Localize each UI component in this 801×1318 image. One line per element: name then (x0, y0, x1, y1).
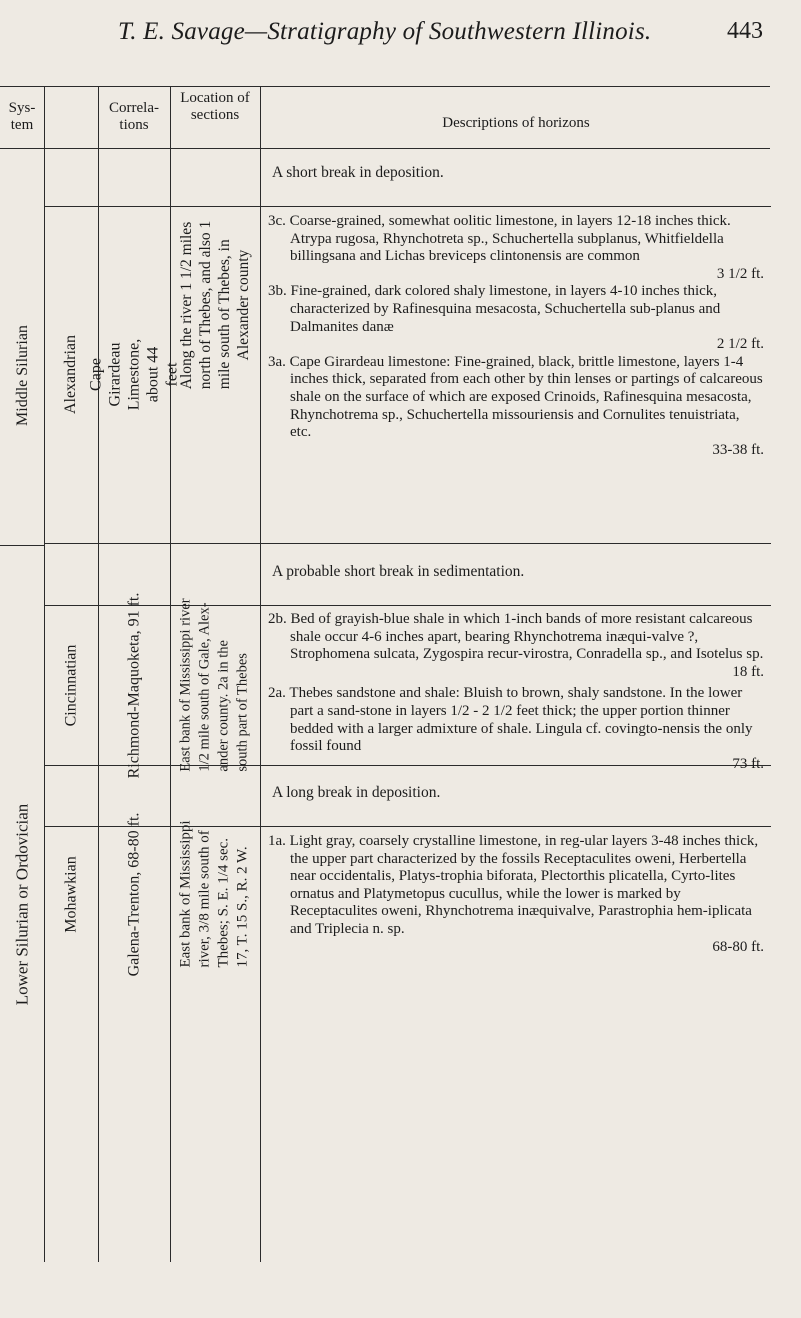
col-rule-4 (260, 86, 261, 1262)
thickness: 2 1/2 ft. (716, 336, 764, 353)
table-top-rule (0, 86, 770, 87)
page-number: 443 (727, 18, 763, 44)
thickness: 73 ft. (732, 755, 764, 772)
location-galena-trenton (170, 820, 260, 1262)
entry-3a: 3a. Cape Girardeau limestone: Fine-grained, black, brittle limestone, layers 1-4 inches thick, separated from each other by thin lenses or partings of calcareous shale on the surface of which are exposed Crinoids, Rafinesquina mesacosta, Rhynchotrema sp., Schuchertella missouriensis and Cornulites tenuistriata, etc. 33-38 ft. (268, 353, 764, 458)
thickness: 18 ft. (732, 663, 764, 680)
series-label: Mohawkian (62, 855, 80, 933)
break-top: A short break in deposition. (272, 164, 444, 181)
system-middle-silurian-label: Middle Silurian (13, 324, 31, 426)
thickness: 68-80 ft. (712, 938, 764, 955)
break-rule-2a (44, 543, 771, 544)
header-system: Sys- tem (8, 100, 36, 133)
break-middle: A probable short break in sedimentation. (272, 563, 525, 580)
location-lines: East bank of Mississippi river 1/2 mile south of Gale, Alex- ander county. 2a in the south part of Thebes (178, 598, 251, 772)
break-lower: A long break in deposition. (272, 784, 441, 801)
header-correlations: Correla- tions (109, 100, 159, 133)
entry-2b: 2b. Bed of grayish-blue shale in which 1-inch bands of more resistant calcareous shale occur 4-6 inches apart, bearing Rhynchotrema inæqui-valve ?, Strophomena sulcata, Zygospira recur-virostra, Conradella sp., and Isotelus sp. 18 ft. (268, 611, 764, 680)
descriptions-mohawkian (268, 833, 764, 956)
entry-3b: 3b. Fine-grained, dark colored shaly limestone, in layers 4-10 inches thick, characterized by Rafinesquina mesacosta, Schuchertella sub-planus and Dalmanites danæ 2 1/2 ft. (268, 283, 764, 353)
location-lines: East bank of Mississippi river, 3/8 mile south of Thebes; S. E. 1/4 sec. 17, T. 15 S., R. 2 W. (178, 820, 251, 968)
location-richmond (170, 598, 260, 772)
running-title: T. E. Savage—Stratigraphy of Southwestern Illinois. (118, 18, 652, 45)
series-mohawkian (44, 826, 98, 1262)
series-cincinnatian (44, 605, 98, 765)
formation-label: Galena-Trenton, 68-80 ft. (125, 812, 143, 976)
header-location: Location of sections (180, 90, 250, 123)
series-label: Cincinnatian (62, 644, 80, 726)
header-descriptions: Descriptions of horizons (442, 115, 590, 131)
system-lower-silurian-label: Lower Silurian or Ordovician (12, 803, 32, 1005)
location-cape-girardeau (170, 206, 260, 543)
formation-label: Richmond-Maquoketa, 91 ft. (125, 592, 143, 778)
entry-3c: 3c. Coarse-grained, somewhat oolitic limestone, in layers 12-18 inches thick. Atrypa rugosa, Rhynchotreta sp., Schuchertella subplanus, Whitfieldella billingsana and Lichas breviceps clintonensis are common 3 1/2 ft. (268, 213, 764, 282)
thickness: 3 1/2 ft. (716, 265, 764, 282)
formation-label: Cape Girardeau Limestone, about 44 feet (87, 338, 181, 411)
system-middle-silurian (0, 206, 44, 544)
formation-cape-girardeau (87, 206, 181, 543)
descriptions-cincinnatian (268, 611, 764, 773)
formation-galena-trenton (98, 812, 170, 1262)
formation-richmond (98, 592, 170, 778)
series-label: Alexandrian (62, 334, 80, 415)
system-lower-silurian (0, 546, 44, 1262)
entry-1a: 1a. Light gray, coarsely crystalline limestone, in reg-ular layers 3-48 inches thick, the upper part characterized by the fossils Receptaculites oweni, Herbertella near occidentalis, Platys-trophia biforata, Plectorthis plicatella, Cyrto-lites ornatus and Platymetopus cucullus, while the lower is marked by Receptaculites oweni, Rhynchotrema inæquivalve, Parastrophia hem-iplicata and Triplecia n. sp. 68-80 ft. (268, 833, 764, 955)
descriptions-alexandrian (268, 213, 764, 459)
header-rule (0, 148, 770, 149)
thickness: 33-38 ft. (712, 441, 764, 458)
location-lines: Along the river 1 1/2 miles north of Thebes, and also 1 mile south of Thebes, in Alexander county (178, 220, 252, 389)
entry-2a: 2a. Thebes sandstone and shale: Bluish to brown, shaly sandstone. In the lower part a sand-stone in layers 1/2 - 2 1/2 feet thick; the upper portion thinner bedded with a larger admixture of shale. Lingula cf. covingto-nensis the only fossil found 73 ft. (268, 685, 764, 772)
